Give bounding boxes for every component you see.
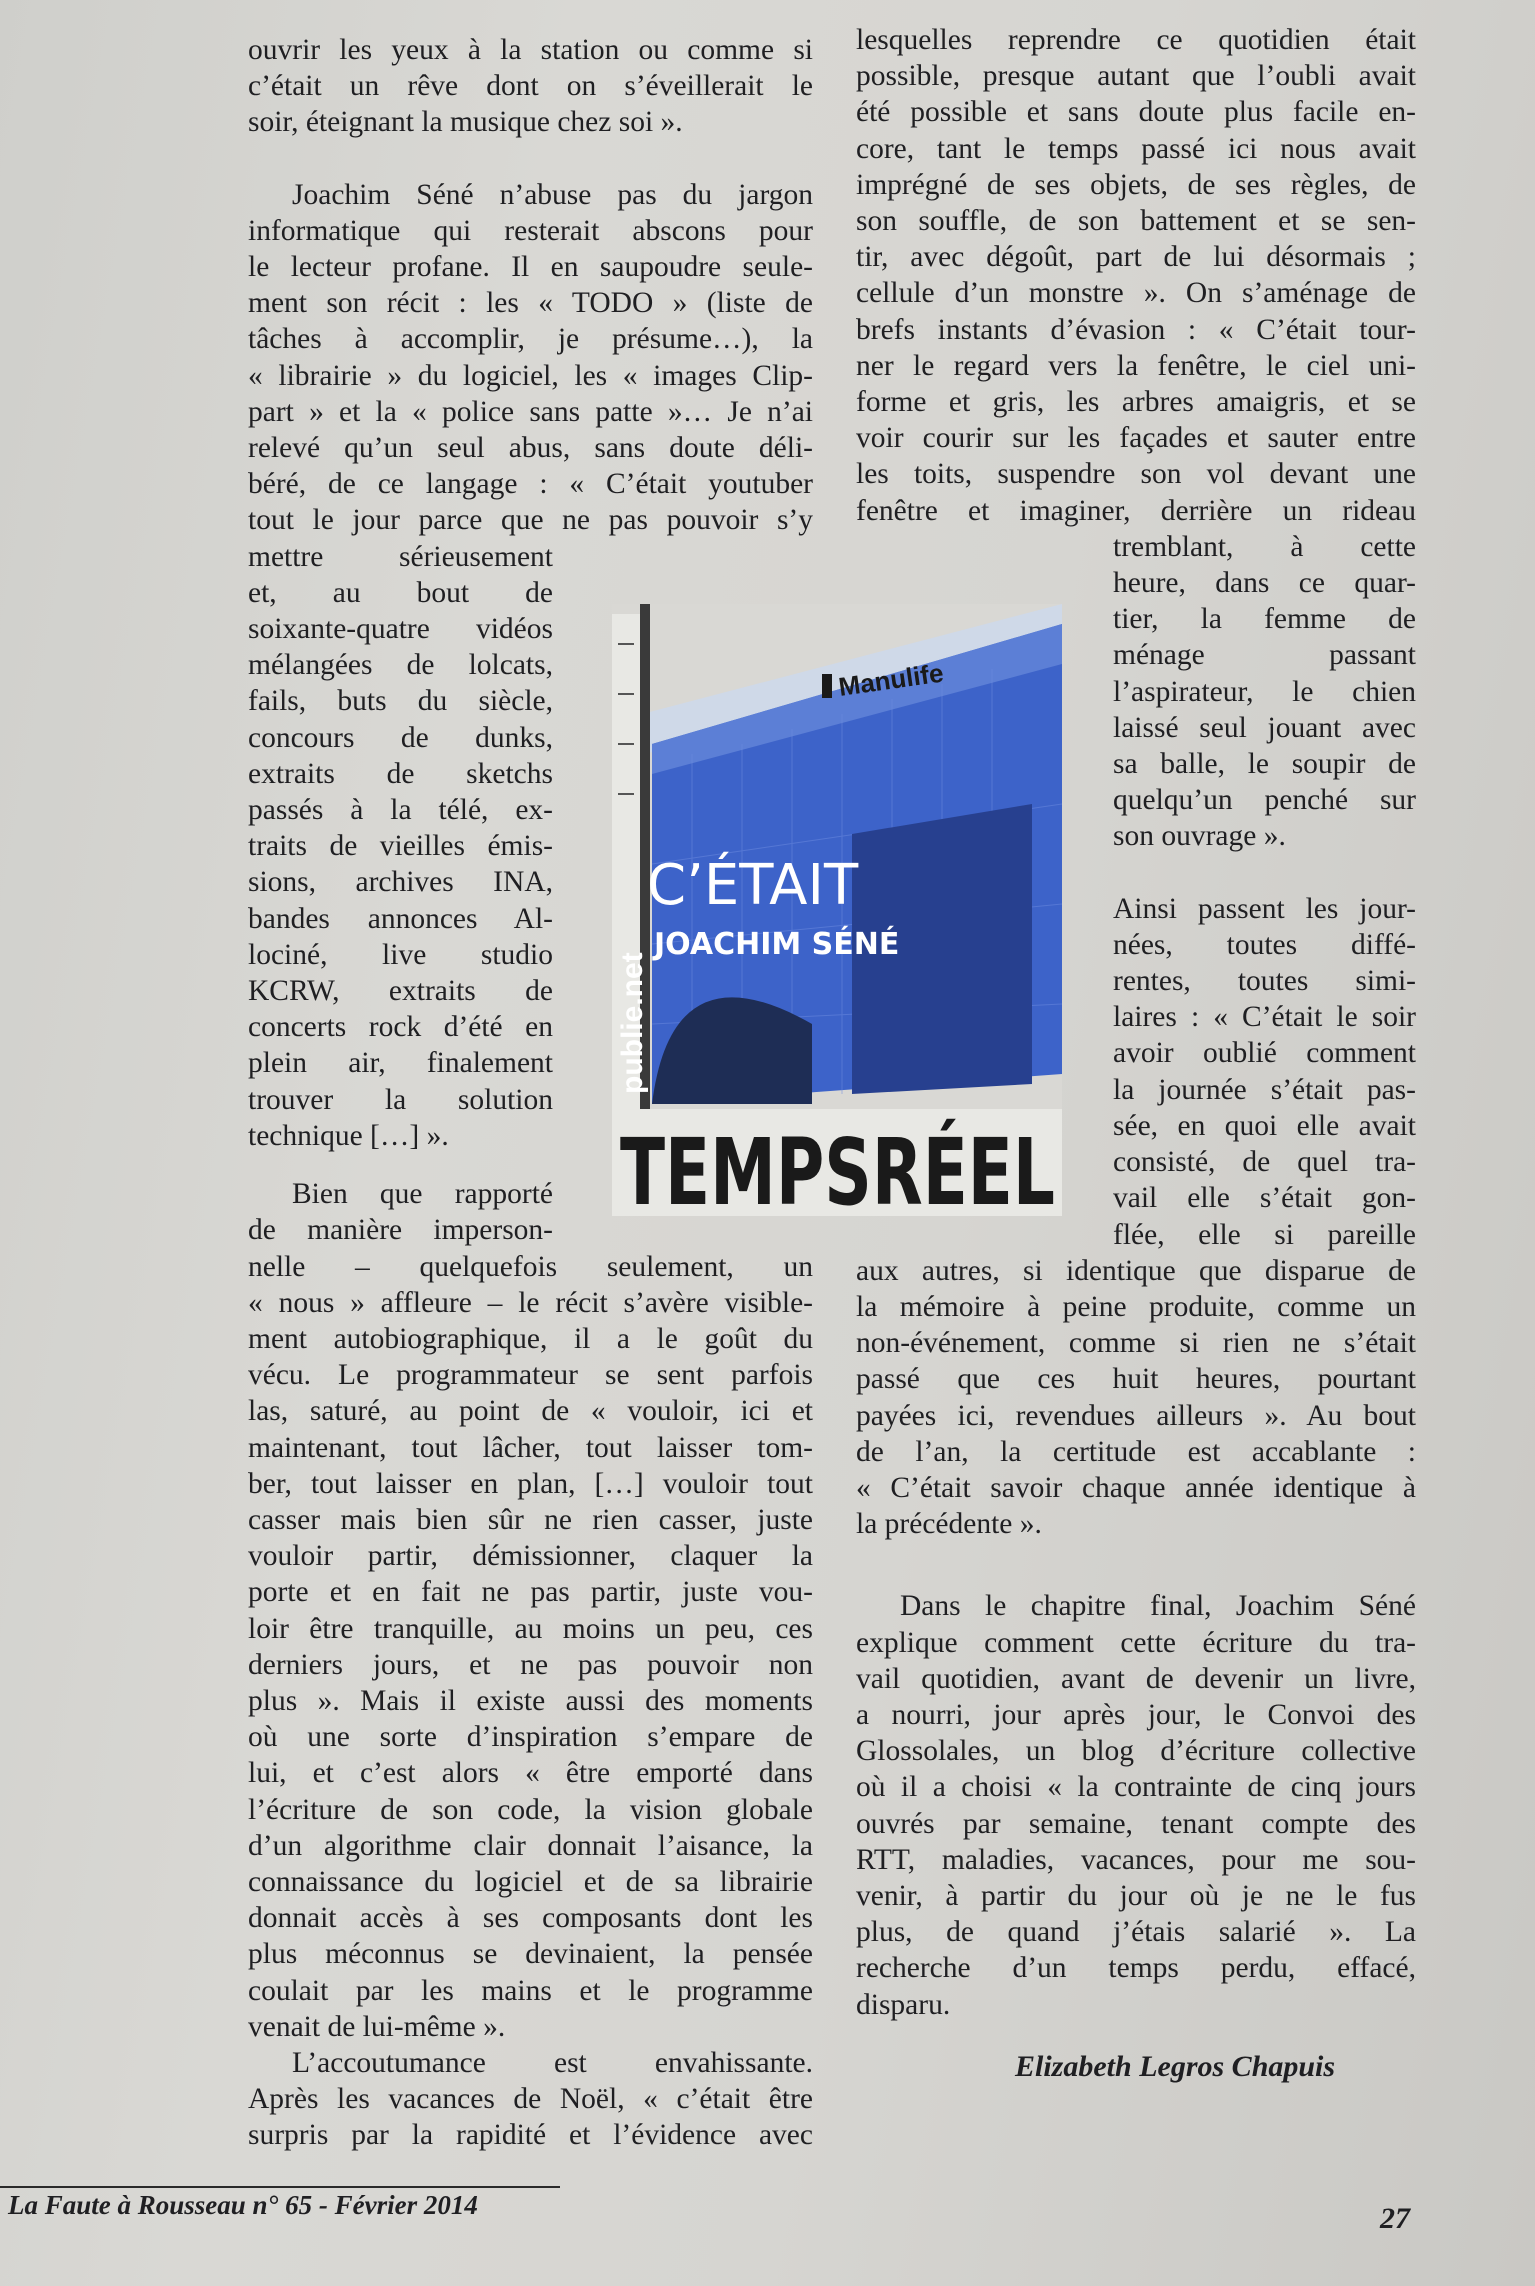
text-line: « C’était savoir chaque année identique à: [856, 1471, 1416, 1504]
text-line: loir être tranquille, au moins un peu, ces: [248, 1612, 813, 1645]
text-line: lesquelles reprendre ce quotidien était: [856, 24, 1416, 56]
text-line: tir, avec dégoût, part de lui désormais ;: [856, 241, 1416, 274]
cover-publisher: publie.net: [616, 952, 649, 1094]
text-line: l’aspirateur, le chien: [1113, 675, 1416, 708]
text-line: a nourri, jour après jour, le Convoi des: [856, 1698, 1416, 1731]
text-line: trouver la solution: [248, 1083, 553, 1116]
text-line: imprégné de ses objets, de ses règles, de: [856, 168, 1416, 201]
text-line: laissé seul jouant avec: [1113, 711, 1416, 744]
text-line: porte et en fait ne pas partir, juste vou-: [248, 1576, 813, 1609]
text-line: rentes, toutes simi-: [1113, 965, 1416, 998]
text-line: maintenant, tout lâcher, tout laisser tom-: [248, 1431, 813, 1464]
text-line: Bien que rapporté: [292, 1178, 553, 1211]
text-line: forme et gris, les arbres amaigris, et se: [856, 386, 1416, 419]
text-line: bandes annonces Al-: [248, 902, 553, 935]
text-line: fails, buts du siècle,: [248, 685, 553, 718]
text-line: la précédente ».: [856, 1508, 1042, 1541]
text-line: concerts rock d’été en: [248, 1011, 553, 1044]
text-line: plein air, finalement: [248, 1047, 553, 1080]
text-line: relevé qu’un seul abus, sans doute déli-: [248, 432, 813, 465]
text-line: donnait accès à ses composants dont les: [248, 1902, 813, 1935]
text-line: laires : « C’était le soir: [1113, 1001, 1416, 1034]
footer-rule: [0, 2186, 560, 2188]
cover-title: C’ÉTAIT: [647, 853, 859, 918]
text-line: tremblant, à cette: [1113, 530, 1416, 563]
text-line: technique […] ».: [248, 1119, 449, 1152]
text-line: son ouvrage ».: [1113, 820, 1286, 853]
left-p3: [248, 1249, 813, 2045]
text-line: recherche d’un temps perdu, effacé,: [856, 1952, 1416, 1985]
text-line: avoir oublié comment: [1113, 1037, 1416, 1070]
author-signature: Elizabeth Legros Chapuis: [1015, 2050, 1336, 2083]
text-line: la mémoire à peine produite, comme un: [856, 1290, 1416, 1323]
text-line: son souffle, de son battement et se sen-: [856, 205, 1416, 238]
text-line: béré, de ce langage : « C’était youtuber: [248, 468, 813, 501]
building-sign: Manulife: [836, 657, 946, 702]
text-line: nelle – quelquefois seulement, un: [248, 1250, 813, 1283]
text-line: le lecteur profane. Il en saupoudre seule-: [248, 251, 813, 284]
text-line: vécu. Le programmateur se sent parfois: [248, 1359, 813, 1392]
text-line: informatique qui resterait abscons pour: [248, 214, 813, 247]
text-line: vail elle s’était gon-: [1113, 1182, 1416, 1215]
text-line: core, tant le temps passé ici nous avait: [856, 132, 1416, 165]
text-line: voir courir sur les façades et sauter entre: [856, 422, 1416, 455]
text-line: Glossolales, un blog d’écriture collective: [856, 1735, 1416, 1768]
text-line: été possible et sans doute plus facile en-: [856, 96, 1416, 129]
text-line: quelqu’un penché sur: [1113, 784, 1416, 817]
text-line: de manière imperson-: [248, 1214, 553, 1247]
text-line: disparu.: [856, 1988, 951, 2021]
text-line: RTT, maladies, vacances, pour me sou-: [856, 1843, 1416, 1876]
text-line: KCRW, extraits de: [248, 975, 553, 1008]
text-line: ménage passant: [1113, 639, 1416, 672]
text-line: plus méconnus se devinaient, la pensée: [248, 1938, 813, 1971]
text-line: extraits de sketchs: [248, 757, 553, 790]
text-line: tier, la femme de: [1113, 603, 1416, 636]
right-p3: [856, 1588, 1416, 2022]
text-line: derniers jours, et ne pas pouvoir non: [248, 1648, 813, 1681]
text-line: passé que ces huit heures, pourtant: [856, 1363, 1416, 1396]
text-line: Ainsi passent les jour-: [1113, 892, 1416, 925]
text-line: possible, presque autant que l’oubli avait: [856, 60, 1416, 93]
right-p2: [856, 1253, 1416, 1543]
text-line: traits de vieilles émis-: [248, 830, 553, 863]
text-line: heure, dans ce quar-: [1113, 567, 1416, 600]
text-line: ment autobiographique, il a le goût du: [248, 1322, 813, 1355]
text-line: ment son récit : les « TODO » (liste de: [248, 287, 813, 320]
text-line: les toits, suspendre son vol devant une: [856, 458, 1416, 491]
text-line: part » et la « police sans patte »… Je n’ai: [248, 395, 813, 428]
text-line: tout le jour parce que ne pas pouvoir s’y: [248, 504, 813, 537]
text-line: la journée s’était pas-: [1113, 1073, 1416, 1106]
text-line: soir, éteignant la musique chez soi ».: [248, 106, 683, 139]
text-line: mélangées de lolcats,: [248, 649, 553, 682]
text-line: ner le regard vers la fenêtre, le ciel uni-: [856, 349, 1416, 382]
text-line: soixante-quatre vidéos: [248, 613, 553, 646]
text-line: d’un algorithme clair donnait l’aisance, la: [248, 1829, 813, 1862]
text-line: Après les vacances de Noël, « c’était être: [248, 2083, 813, 2116]
cover-author: JOACHIM SÉNÉ: [654, 927, 900, 962]
text-line: brefs instants d’évasion : « C’était tour-: [856, 313, 1416, 346]
text-line: ber, tout laisser en plan, […] vouloir tout: [248, 1467, 813, 1500]
text-line: vail quotidien, avant de devenir un livre,: [856, 1662, 1416, 1695]
text-line: et, au bout de: [248, 576, 553, 609]
left-p1: [248, 32, 813, 141]
text-line: venir, à partir du jour où je ne le fus: [856, 1879, 1416, 1912]
text-line: surpris par la rapidité et l’évidence avec: [248, 2119, 813, 2152]
text-line: aux autres, si identique que disparue de: [856, 1254, 1416, 1287]
text-line: plus, de quand j’étais salarié ». La: [856, 1916, 1416, 1949]
text-line: consisté, de quel tra-: [1113, 1146, 1416, 1179]
text-line: concours de dunks,: [248, 721, 553, 754]
left-wrap-narrow: [248, 539, 553, 1249]
text-line: mettre sérieusement: [248, 540, 553, 573]
text-line: L’accoutumance est envahissante.: [292, 2046, 813, 2079]
text-line: c’était un rêve dont on s’éveillerait le: [248, 70, 813, 103]
text-line: passés à la télé, ex-: [248, 794, 553, 827]
text-line: coulait par les mains et le programme: [248, 1974, 813, 2007]
text-line: où une sorte d’inspiration s’empare de: [248, 1721, 813, 1754]
text-line: lui, et c’est alors « être emporté dans: [248, 1757, 813, 1790]
cover-series: TEMPSR: [620, 1119, 1042, 1216]
text-line: ouvrir les yeux à la station ou comme si: [248, 34, 813, 66]
footer-journal: La Faute à Rousseau n° 65 - Février 2014: [8, 2190, 478, 2220]
text-line: où il a choisi « la contrainte de cinq jours: [856, 1771, 1416, 1804]
text-line: sions, archives INA,: [248, 866, 553, 899]
book-cover-image: [612, 604, 1062, 1216]
book-cover-illustration: [612, 604, 1062, 1216]
text-line: « nous » affleure – le récit s’avère visible-: [248, 1286, 813, 1319]
text-line: casser mais bien sûr ne rien casser, juste: [248, 1503, 813, 1536]
text-line: lociné, live studio: [248, 938, 553, 971]
text-line: cellule d’un monstre ». On s’aménage de: [856, 277, 1416, 310]
text-line: payées ici, revendues ailleurs ». Au bout: [856, 1399, 1416, 1432]
text-line: non-événement, comme si rien ne s’était: [856, 1327, 1416, 1360]
left-p4: [248, 2045, 813, 2154]
text-line: venait de lui-même ».: [248, 2010, 506, 2043]
text-line: de l’an, la certitude est accablante :: [856, 1435, 1416, 1468]
text-line: « librairie » du logiciel, les « images Clip-: [248, 359, 813, 392]
text-line: sa balle, le soupir de: [1113, 748, 1416, 781]
text-line: Dans le chapitre final, Joachim Séné: [900, 1590, 1416, 1623]
text-line: nées, toutes diffé-: [1113, 928, 1416, 961]
text-line: flée, elle si pareille: [1113, 1218, 1416, 1251]
text-line: l’écriture de son code, la vision globale: [248, 1793, 813, 1826]
text-line: ouvrés par semaine, tenant compte des: [856, 1807, 1416, 1840]
text-line: vouloir partir, démissionner, claquer la: [248, 1540, 813, 1573]
text-line: connaissance du logiciel et de sa librairie: [248, 1865, 813, 1898]
text-line: las, saturé, au point de « vouloir, ici et: [248, 1395, 813, 1428]
text-line: plus ». Mais il existe aussi des moments: [248, 1684, 813, 1717]
text-line: sée, en quoi elle avait: [1113, 1109, 1416, 1142]
text-line: explique comment cette écriture du tra-: [856, 1626, 1416, 1659]
text-line: Joachim Séné n’abuse pas du jargon: [292, 178, 813, 211]
text-line: fenêtre et imaginer, derrière un rideau: [856, 494, 1416, 527]
page-number: 27: [1380, 2202, 1410, 2235]
text-line: tâches à accomplir, je présume…), la: [248, 323, 813, 356]
